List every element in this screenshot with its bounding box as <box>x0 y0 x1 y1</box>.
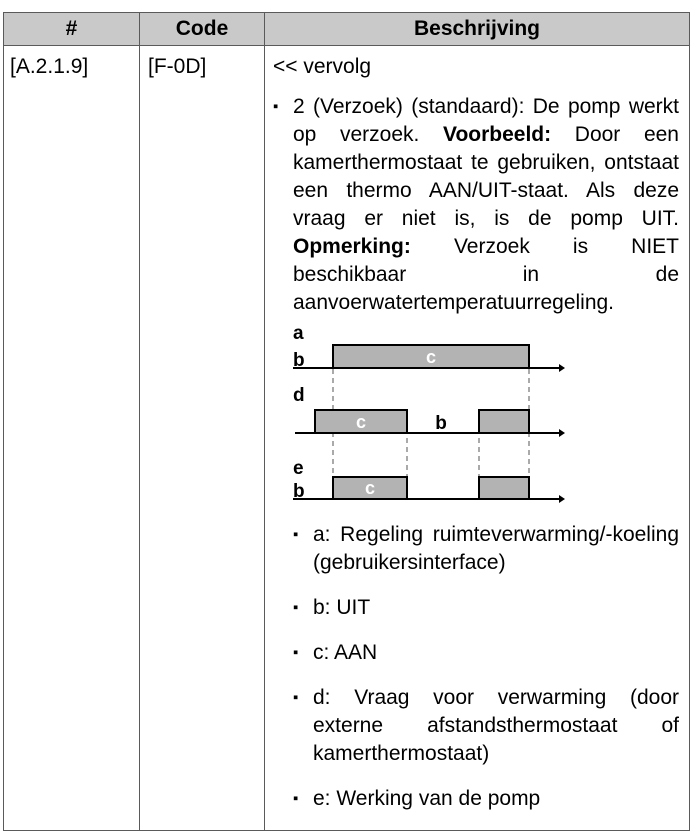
continued-label: << vervolg <box>273 55 372 78</box>
label-e: e <box>293 458 304 479</box>
pump-timing-diagram <box>293 321 573 511</box>
cell-description <box>265 46 690 831</box>
signal-e-pulse-2 <box>479 477 529 499</box>
bullet-icon: ▪ <box>273 98 279 115</box>
arrow-d-icon <box>559 429 565 437</box>
legend-list <box>293 521 679 813</box>
arrow-e-icon <box>559 495 565 503</box>
note-label: Opmerking: <box>293 235 411 258</box>
table-header-row <box>4 13 690 46</box>
label-a: a <box>293 323 304 344</box>
bullet-icon: ▪ <box>293 599 299 616</box>
cell-id: [A.2.1.9] <box>4 46 140 831</box>
header-number: # <box>4 13 140 46</box>
bullet-icon: ▪ <box>293 644 299 661</box>
bullet-icon: ▪ <box>293 526 299 543</box>
table-row <box>4 46 690 831</box>
cell-code: [F-0D] <box>140 46 265 831</box>
legend-item: ▪ e: Werking van de pomp <box>293 785 679 813</box>
legend-item: ▪ d: Vraag voor verwarming (door externe afstandsthermostaat of kamerthermostaat) <box>293 684 679 768</box>
label-c-row1: c <box>425 347 437 367</box>
label-b-row2: b <box>435 413 447 434</box>
label-b-row1: b <box>293 350 305 371</box>
signal-d-pulse-2 <box>479 410 529 433</box>
label-c-row3: c <box>364 478 376 498</box>
header-code: Code <box>140 13 265 46</box>
legend-item: ▪ a: Regeling ruimteverwarming/-koeling (gebruikersinterface) <box>293 521 679 577</box>
legend-item: ▪ c: AAN <box>293 639 679 667</box>
parameter-table <box>3 12 690 831</box>
header-description: Beschrijving <box>265 13 690 46</box>
label-d: d <box>293 385 305 406</box>
legend-item: ▪ b: UIT <box>293 594 679 622</box>
example-label: Voorbeeld: <box>443 123 552 146</box>
bullet-text: 2 (Verzoek) (standaard): De pomp werkt op verzoek. Voorbeeld: Door een kamerthermostaat te gebruiken, ontstaat een thermo AAN/UIT-staat. Als deze vraag er niet is, is de pomp UIT. Opmerking: Verzoek is NIET beschikbaar in de aanvoerwatertemperatuurregeling. <box>293 95 679 314</box>
bullet-item <box>273 93 679 317</box>
label-c-row2: c <box>355 412 367 432</box>
bullet-icon: ▪ <box>293 790 299 807</box>
arrow-a-icon <box>559 364 565 372</box>
bullet-icon: ▪ <box>293 689 299 706</box>
label-b-row3: b <box>293 481 305 502</box>
